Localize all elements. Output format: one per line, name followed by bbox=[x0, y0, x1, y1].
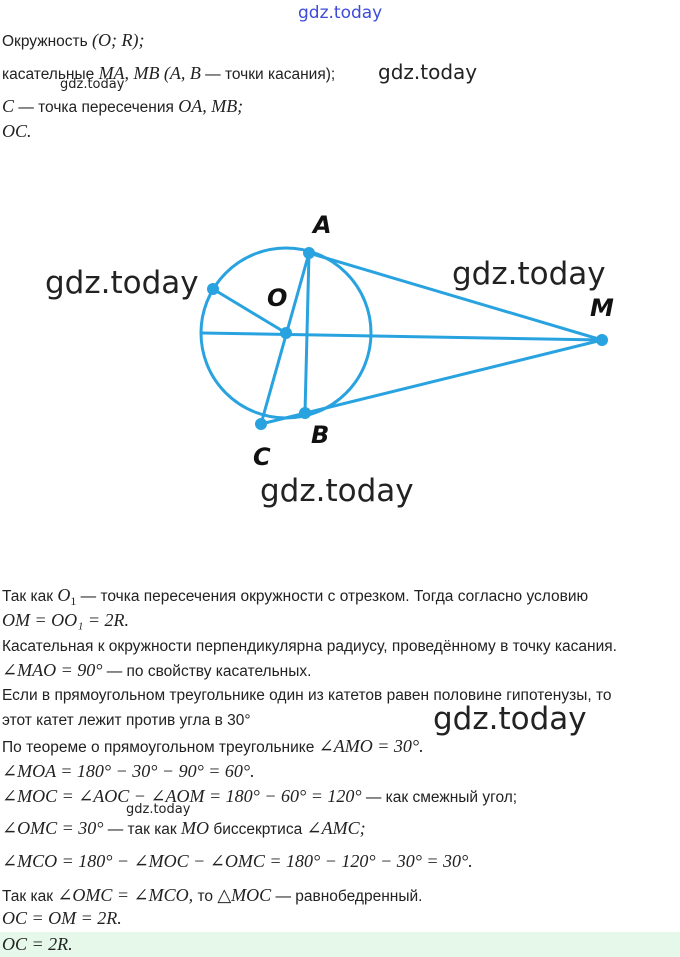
given-math: C bbox=[2, 96, 15, 116]
label-m: M bbox=[590, 294, 614, 322]
answer-math: OC = 2R. bbox=[2, 934, 73, 954]
point-b bbox=[299, 407, 311, 419]
solution-line-11 bbox=[2, 851, 473, 873]
solution-line-1 bbox=[2, 585, 588, 611]
given-label: Окружность bbox=[2, 33, 88, 50]
math: ∠MOC = ∠AOC − ∠AOM = 180° − 60° = 120° bbox=[2, 786, 362, 806]
text: Так как bbox=[2, 588, 54, 605]
segment-b-to-circle bbox=[305, 253, 309, 413]
answer-box bbox=[0, 932, 680, 957]
text: По теореме о прямоугольном треугольнике bbox=[2, 739, 315, 756]
math-sub: 1 bbox=[70, 594, 77, 609]
watermark-small-2: gdz.today bbox=[126, 802, 191, 817]
given-math: MA, MB bbox=[98, 63, 160, 83]
math: ∠MOA = 180° − 30° − 90° = 60°. bbox=[2, 761, 255, 781]
segment-om bbox=[202, 333, 602, 340]
text: Если в прямоугольном треугольнике один из катетов равен половине гипотенузы, то bbox=[2, 687, 612, 704]
point-a bbox=[303, 247, 315, 259]
text: Касательная к окружности перпендикулярна радиусу, проведённому в точку касания. bbox=[2, 638, 617, 655]
text: то bbox=[197, 888, 213, 905]
geometry-figure bbox=[0, 160, 680, 520]
solution-line-4 bbox=[2, 660, 311, 682]
segment-cm bbox=[261, 340, 602, 424]
solution-line-5 bbox=[2, 686, 612, 706]
watermark-medium-1: gdz.today bbox=[378, 60, 478, 84]
solution-line-13 bbox=[2, 908, 122, 930]
math: ∠OMC = 30° bbox=[2, 818, 104, 838]
solution-line-8 bbox=[2, 761, 255, 783]
math: MO bbox=[181, 818, 210, 838]
watermark-large-1: gdz.today bbox=[45, 265, 199, 301]
given-label: — точка пересечения bbox=[18, 99, 174, 116]
label-b: B bbox=[311, 421, 330, 449]
given-math: (O; R); bbox=[92, 30, 145, 50]
solution-line-7 bbox=[2, 736, 424, 758]
math: ∠AMO = 30°. bbox=[318, 736, 424, 756]
solution-line-3 bbox=[2, 637, 617, 657]
given-line-4 bbox=[2, 121, 32, 143]
point-c bbox=[255, 418, 267, 430]
point-left bbox=[207, 283, 219, 295]
point-o bbox=[280, 327, 292, 339]
text: Так как bbox=[2, 888, 54, 905]
label-a: A bbox=[313, 211, 332, 239]
text: биссекртиса bbox=[213, 821, 303, 838]
given-label: касательные bbox=[2, 66, 95, 83]
math: ∠OMC = ∠MCO, bbox=[57, 885, 194, 905]
math: OC = OM = 2R. bbox=[2, 908, 122, 928]
math: ∠MCO = 180° − ∠MOC − ∠OMC = 180° − 120° − 30° = 30°. bbox=[2, 851, 473, 871]
watermark-small-1: gdz.today bbox=[60, 77, 125, 92]
given-line-2 bbox=[2, 63, 335, 85]
math: O bbox=[57, 585, 71, 605]
watermark-top: gdz.today bbox=[298, 3, 383, 23]
label-c: C bbox=[253, 443, 271, 471]
solution-line-12 bbox=[2, 885, 422, 907]
text: — по свойству касательных. bbox=[106, 663, 312, 680]
watermark-large-3: gdz.today bbox=[260, 473, 414, 509]
solution-line-10 bbox=[2, 818, 366, 840]
given-line-1 bbox=[2, 30, 144, 52]
text: этот катет лежит против угла в 30° bbox=[2, 712, 251, 729]
given-label: — точки касания); bbox=[205, 66, 336, 83]
watermark-large-2: gdz.today bbox=[452, 256, 606, 292]
math: △MOC bbox=[217, 885, 272, 905]
find-math: OC. bbox=[2, 121, 32, 141]
text: — равнобедренный. bbox=[275, 888, 423, 905]
solution-line-2 bbox=[2, 610, 129, 632]
solution-line-6 bbox=[2, 711, 251, 731]
point-m bbox=[596, 334, 608, 346]
text: — как смежный угол; bbox=[365, 789, 518, 806]
label-o: O bbox=[267, 284, 288, 312]
watermark-large-4: gdz.today bbox=[433, 701, 587, 737]
given-math: OA, MB; bbox=[178, 96, 244, 116]
math: OM = OO₁ = 2R. bbox=[2, 610, 130, 630]
text: — так как bbox=[107, 821, 177, 838]
math: ∠MAO = 90° bbox=[2, 660, 103, 680]
math: ∠AMC; bbox=[306, 818, 366, 838]
solution-line-9 bbox=[2, 786, 517, 808]
given-math: (A, B bbox=[163, 63, 201, 83]
text: — точка пересечения окружности с отрезком. Тогда согласно условию bbox=[80, 588, 589, 605]
given-line-3 bbox=[2, 96, 243, 118]
